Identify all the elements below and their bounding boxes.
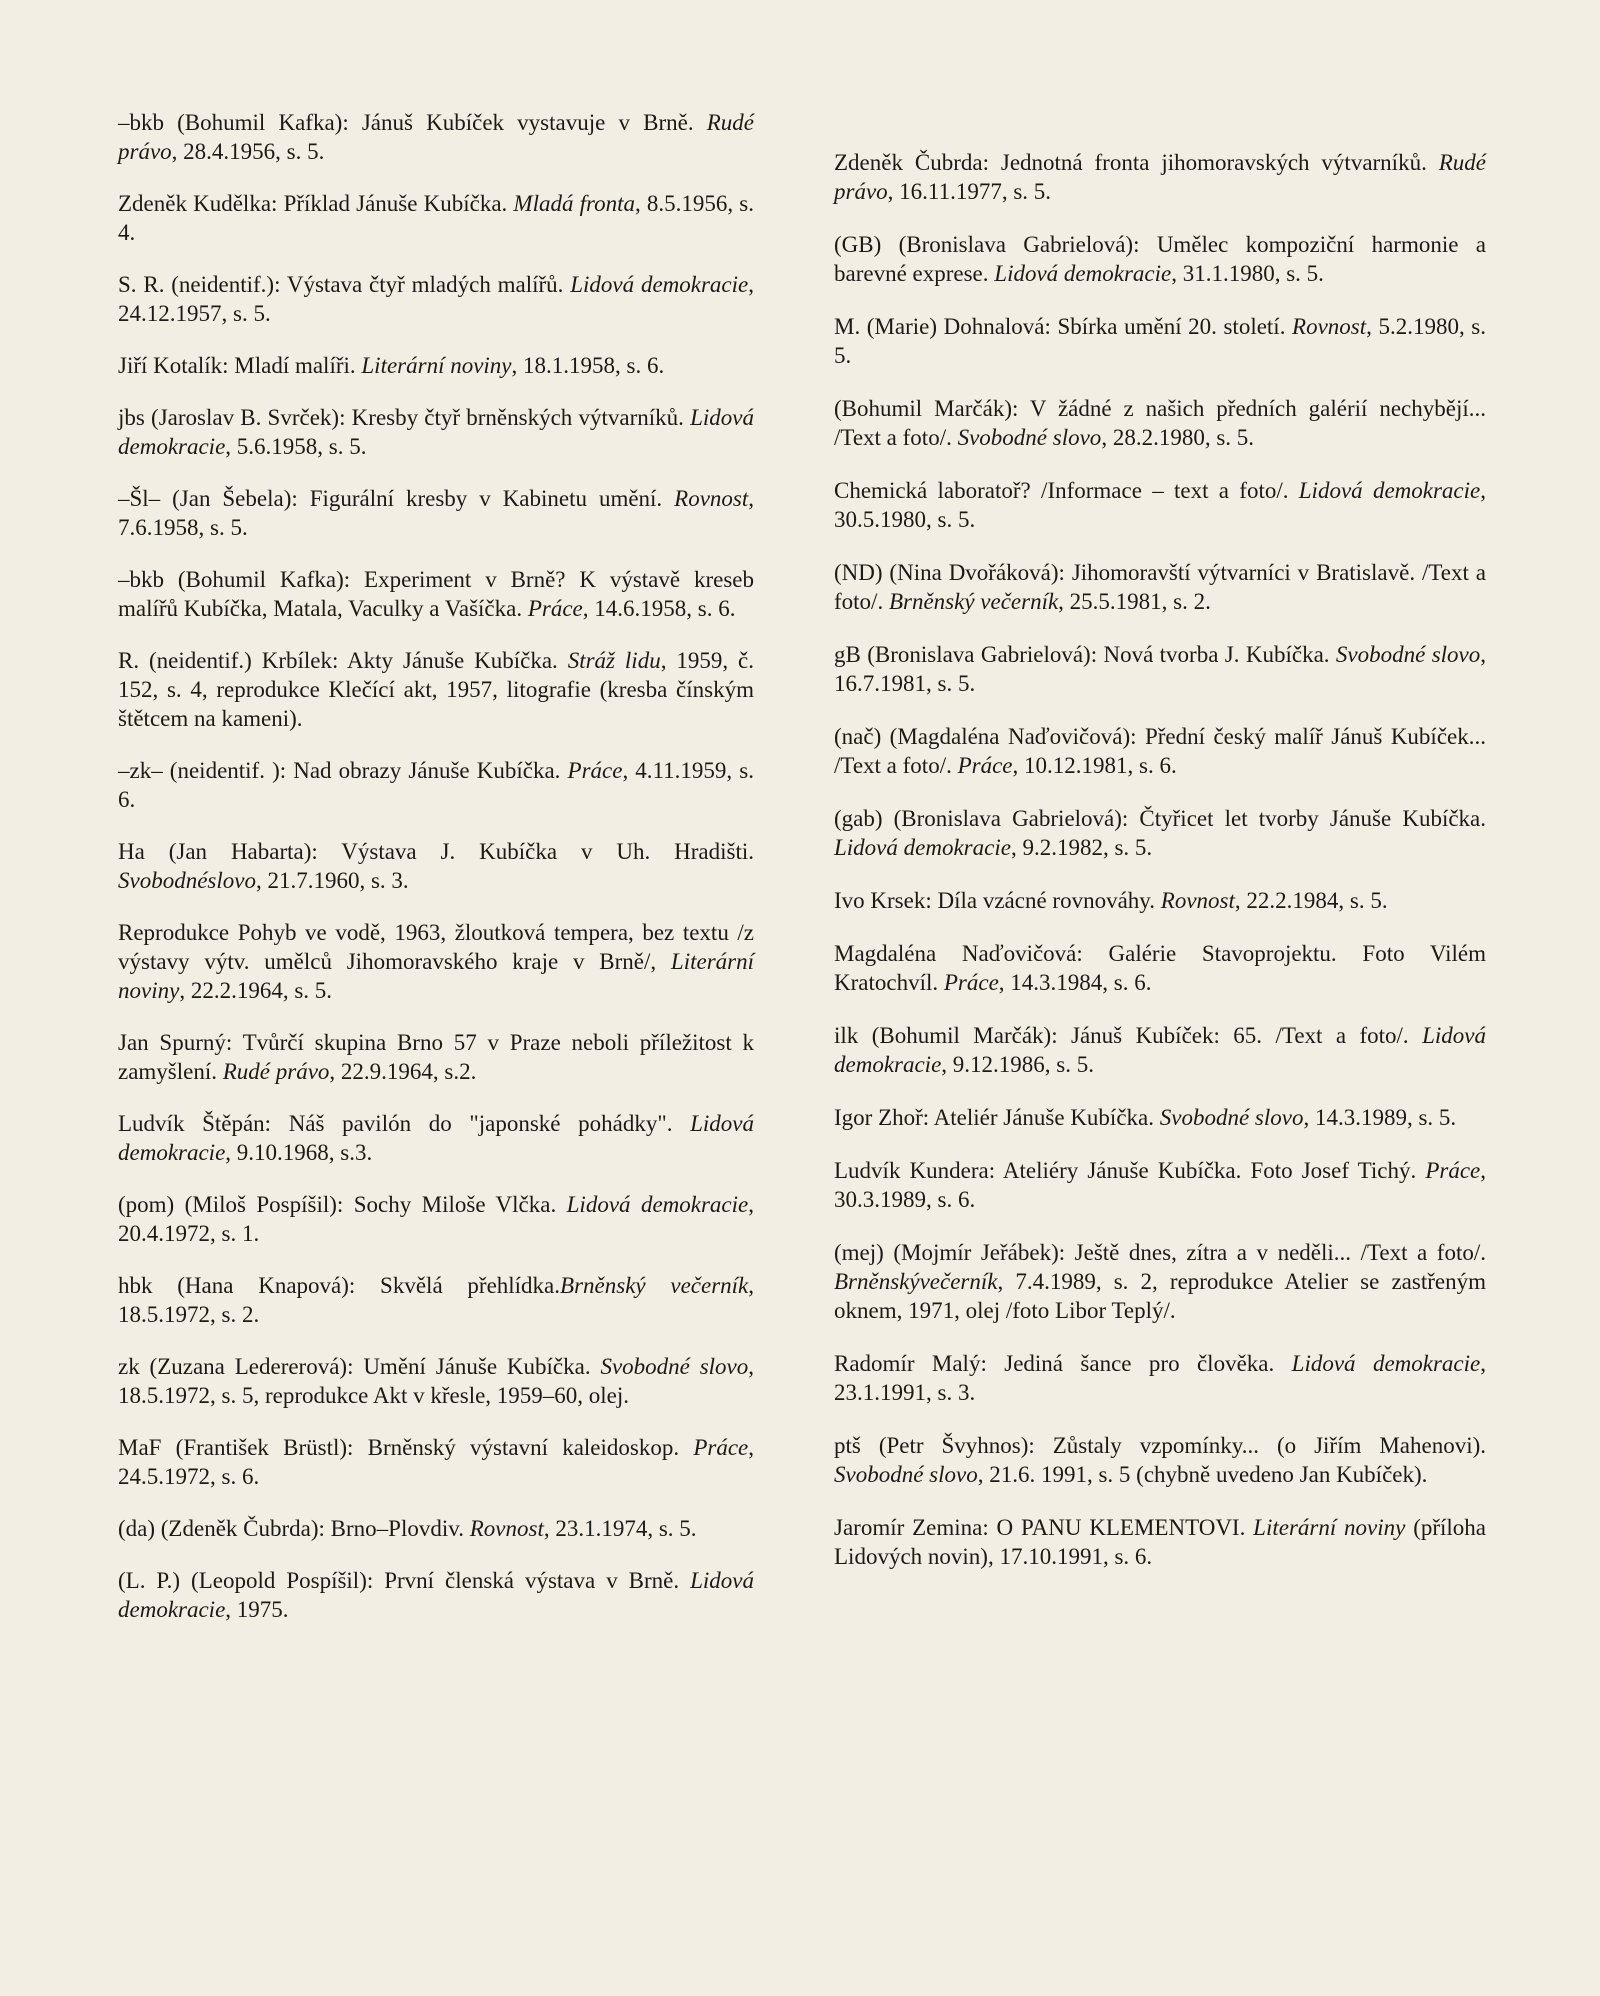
bibliography-entry: (ND) (Nina Dvořáková): Jihomoravští výtvarníci v Bratislavě. /Text a foto/. Brněnský večerník, 25.5.1981, s. 2. — [834, 560, 1486, 614]
bibliography-entry: Ivo Krsek: Díla vzácné rovnováhy. Rovnost, 22.2.1984, s. 5. — [834, 888, 1388, 913]
bibliography-entry: Jiří Kotalík: Mladí malíři. Literární noviny, 18.1.1958, s. 6. — [118, 353, 665, 378]
bibliography-entry: Ludvík Štěpán: Náš pavilón do "japonské pohádky". Lidová demokracie, 9.10.1968, s.3. — [118, 1111, 754, 1165]
bibliography-entry: R. (neidentif.) Krbílek: Akty Jánuše Kubíčka. Stráž lidu, 1959, č. 152, s. 4, reprodukce Klečící akt, 1957, litografie (kresba čínským štětcem na kameni). — [118, 648, 754, 731]
bibliography-entry: (Bohumil Marčák): V žádné z našich předních galérií nechybějí... /Text a foto/. Svobodné slovo, 28.2.1980, s. 5. — [834, 396, 1486, 450]
bibliography-entry: –Šl– (Jan Šebela): Figurální kresby v Kabinetu umění. Rovnost, 7.6.1958, s. 5. — [118, 486, 754, 540]
bibliography-entry: (pom) (Miloš Pospíšil): Sochy Miloše Vlčka. Lidová demokracie, 20.4.1972, s. 1. — [118, 1192, 754, 1246]
bibliography-entry: (mej) (Mojmír Jeřábek): Ještě dnes, zítra a v neděli... /Text a foto/. Brněnskývečerník, 7.4.1989, s. 2, reprodukce Atelier se zastřeným oknem, 1971, olej /foto Libor Teplý/. — [834, 1240, 1486, 1323]
bibliography-entry: MaF (František Brüstl): Brněnský výstavní kaleidoskop. Práce, 24.5.1972, s. 6. — [118, 1435, 754, 1489]
bibliography-column-right — [834, 148, 1486, 1595]
bibliography-entry: Jaromír Zemina: O PANU KLEMENTOVI. Literární noviny (příloha Lidových novin), 17.10.1991, s. 6. — [834, 1515, 1486, 1569]
bibliography-entry: jbs (Jaroslav B. Svrček): Kresby čtyř brněnských výtvarníků. Lidová demokracie, 5.6.1958, s. 5. — [118, 405, 754, 459]
bibliography-entry: gB (Bronislava Gabrielová): Nová tvorba J. Kubíčka. Svobodné slovo, 16.7.1981, s. 5. — [834, 642, 1486, 696]
bibliography-entry: –bkb (Bohumil Kafka): Experiment v Brně? K výstavě kreseb malířů Kubíčka, Matala, Vaculky a Vašíčka. Práce, 14.6.1958, s. 6. — [118, 567, 754, 621]
bibliography-entry: Radomír Malý: Jediná šance pro člověka. Lidová demokracie, 23.1.1991, s. 3. — [834, 1351, 1486, 1405]
bibliography-entry: zk (Zuzana Ledererová): Umění Jánuše Kubíčka. Svobodné slovo, 18.5.1972, s. 5, reprodukce Akt v křesle, 1959–60, olej. — [118, 1354, 754, 1408]
bibliography-column-left — [118, 108, 754, 1647]
bibliography-entry: Igor Zhoř: Ateliér Jánuše Kubíčka. Svobodné slovo, 14.3.1989, s. 5. — [834, 1105, 1457, 1130]
bibliography-entry: Ludvík Kundera: Ateliéry Jánuše Kubíčka. Foto Josef Tichý. Práce, 30.3.1989, s. 6. — [834, 1158, 1486, 1212]
bibliography-entry: Ha (Jan Habarta): Výstava J. Kubíčka v Uh. Hradišti. Svobodnéslovo, 21.7.1960, s. 3. — [118, 839, 754, 893]
bibliography-entry: (nač) (Magdaléna Naďovičová): Přední český malíř Jánuš Kubíček... /Text a foto/. Práce, 10.12.1981, s. 6. — [834, 724, 1486, 778]
bibliography-entry: S. R. (neidentif.): Výstava čtyř mladých malířů. Lidová demokracie, 24.12.1957, s. 5. — [118, 272, 754, 326]
bibliography-entry: Zdeněk Kudělka: Příklad Jánuše Kubíčka. Mladá fronta, 8.5.1956, s. 4. — [118, 191, 754, 245]
bibliography-entry: –bkb (Bohumil Kafka): Jánuš Kubíček vystavuje v Brně. Rudé právo, 28.4.1956, s. 5. — [118, 110, 754, 164]
bibliography-entry: (da) (Zdeněk Čubrda): Brno–Plovdiv. Rovnost, 23.1.1974, s. 5. — [118, 1516, 697, 1541]
bibliography-entry: –zk– (neidentif. ): Nad obrazy Jánuše Kubíčka. Práce, 4.11.1959, s. 6. — [118, 758, 754, 812]
bibliography-entry: Chemická laboratoř? /Informace – text a foto/. Lidová demokracie, 30.5.1980, s. 5. — [834, 478, 1486, 532]
bibliography-entry: Reprodukce Pohyb ve vodě, 1963, žloutková tempera, bez textu /z výstavy výtv. umělců Jihomoravského kraje v Brně/, Literární noviny, 22.2.1964, s. 5. — [118, 920, 754, 1003]
bibliography-entry: (gab) (Bronislava Gabrielová): Čtyřicet let tvorby Jánuše Kubíčka. Lidová demokracie, 9.2.1982, s. 5. — [834, 806, 1486, 860]
bibliography-entry: M. (Marie) Dohnalová: Sbírka umění 20. století. Rovnost, 5.2.1980, s. 5. — [834, 314, 1486, 368]
bibliography-entry: Zdeněk Čubrda: Jednotná fronta jihomoravských výtvarníků. Rudé právo, 16.11.1977, s. 5. — [834, 150, 1486, 204]
bibliography-entry: (L. P.) (Leopold Pospíšil): První členská výstava v Brně. Lidová demokracie, 1975. — [118, 1568, 754, 1622]
bibliography-entry: ptš (Petr Švyhnos): Zůstaly vzpomínky... (o Jiřím Mahenovi). Svobodné slovo, 21.6. 1991, s. 5 (chybně uvedeno Jan Kubíček). — [834, 1433, 1486, 1487]
bibliography-entry: (GB) (Bronislava Gabrielová): Umělec kompoziční harmonie a barevné exprese. Lidová demokracie, 31.1.1980, s. 5. — [834, 232, 1486, 286]
bibliography-entry: Magdaléna Naďovičová: Galérie Stavoprojektu. Foto Vilém Kratochvíl. Práce, 14.3.1984, s. 6. — [834, 941, 1486, 995]
bibliography-entry: Jan Spurný: Tvůrčí skupina Brno 57 v Praze neboli příležitost k zamyšlení. Rudé právo, 22.9.1964, s.2. — [118, 1030, 754, 1084]
bibliography-entry: ilk (Bohumil Marčák): Jánuš Kubíček: 65. /Text a foto/. Lidová demokracie, 9.12.1986, s. 5. — [834, 1023, 1486, 1077]
bibliography-entry: hbk (Hana Knapová): Skvělá přehlídka.Brněnský večerník, 18.5.1972, s. 2. — [118, 1273, 755, 1327]
